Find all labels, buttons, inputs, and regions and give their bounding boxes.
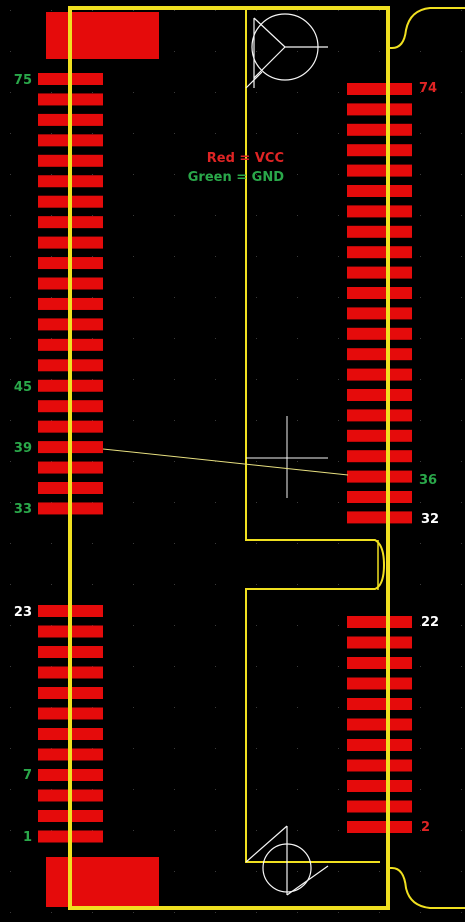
grid-dot	[174, 461, 175, 462]
grid-dot	[92, 256, 93, 257]
grid-dot	[338, 707, 339, 708]
grid-dot	[133, 707, 134, 708]
grid-dot	[461, 912, 462, 913]
grid-dot	[215, 625, 216, 626]
grid-dot	[133, 584, 134, 585]
grid-dot	[256, 379, 257, 380]
grid-dot	[215, 215, 216, 216]
grid-dot	[215, 338, 216, 339]
grid-dot	[51, 256, 52, 257]
grid-dot	[174, 256, 175, 257]
grid-dot	[461, 338, 462, 339]
grid-dot	[338, 748, 339, 749]
grid-dot	[338, 10, 339, 11]
grid-dot	[215, 543, 216, 544]
grid-dot	[215, 830, 216, 831]
grid-dot	[338, 297, 339, 298]
grid-dot	[379, 51, 380, 52]
grid-dot	[297, 789, 298, 790]
grid-dot	[297, 748, 298, 749]
grid-dot	[420, 51, 421, 52]
grid-dot	[461, 666, 462, 667]
grid-dot	[338, 338, 339, 339]
grid-dot	[297, 461, 298, 462]
grid-dot	[174, 10, 175, 11]
grid-dot	[338, 51, 339, 52]
grid-dot	[10, 666, 11, 667]
grid-dot	[133, 789, 134, 790]
grid-dot	[420, 912, 421, 913]
grid-dot	[256, 215, 257, 216]
pad	[347, 637, 412, 649]
grid-dot	[256, 10, 257, 11]
grid-dot	[10, 871, 11, 872]
grid-dot	[10, 461, 11, 462]
grid-dot	[461, 584, 462, 585]
grid-dot	[420, 789, 421, 790]
grid-dot	[420, 379, 421, 380]
grid-dot	[215, 666, 216, 667]
grid-dot	[256, 338, 257, 339]
grid-dot	[215, 92, 216, 93]
grid-dot	[174, 51, 175, 52]
grid-dot	[338, 625, 339, 626]
board-outline	[70, 8, 388, 908]
grid-dot	[256, 871, 257, 872]
grid-dot	[10, 256, 11, 257]
grid-dot	[297, 92, 298, 93]
grid-dot	[461, 92, 462, 93]
pin-label-32: 32	[421, 512, 440, 527]
grid-dot	[256, 461, 257, 462]
grid-dot	[174, 420, 175, 421]
grid-dot	[174, 789, 175, 790]
grid-dot	[420, 748, 421, 749]
pad	[347, 369, 412, 381]
grid-dot	[174, 215, 175, 216]
grid-dot	[133, 502, 134, 503]
grid-dot	[215, 51, 216, 52]
pad	[347, 616, 412, 628]
grid-dot	[256, 51, 257, 52]
grid-dot	[174, 871, 175, 872]
grid-dot	[256, 297, 257, 298]
pad	[347, 739, 412, 751]
grid-dot	[92, 92, 93, 93]
grid-dot	[297, 256, 298, 257]
pin-label-1: 1	[22, 830, 32, 845]
grid-dot	[461, 379, 462, 380]
grid-dot	[420, 502, 421, 503]
grid-dot	[297, 502, 298, 503]
grid-dot	[420, 543, 421, 544]
pad	[347, 246, 412, 258]
grid-dot	[133, 461, 134, 462]
pad	[347, 511, 412, 523]
grid-dot	[51, 912, 52, 913]
grid-dot	[174, 133, 175, 134]
grid-dot	[338, 912, 339, 913]
pin-label-39: 39	[13, 441, 32, 456]
grid-dot	[297, 338, 298, 339]
grid-dot	[133, 133, 134, 134]
grid-dot	[215, 707, 216, 708]
grid-dot	[338, 92, 339, 93]
grid-dot	[256, 789, 257, 790]
grid-dot	[256, 666, 257, 667]
pad	[347, 205, 412, 217]
grid-dot	[174, 748, 175, 749]
grid-dot	[133, 379, 134, 380]
grid-dot	[461, 707, 462, 708]
grid-dot	[256, 830, 257, 831]
pin-label-2: 2	[421, 820, 431, 835]
grid-dot	[92, 584, 93, 585]
pad	[347, 83, 412, 95]
grid-dot	[338, 871, 339, 872]
grid-dot	[256, 625, 257, 626]
grid-dot	[10, 338, 11, 339]
grid-dot	[379, 10, 380, 11]
grid-dot	[256, 256, 257, 257]
grid-dot	[461, 174, 462, 175]
grid-dot	[379, 912, 380, 913]
grid-dot	[133, 543, 134, 544]
grid-dot	[133, 174, 134, 175]
grid-dot	[215, 584, 216, 585]
edge-notch-top	[388, 8, 465, 48]
pad	[347, 267, 412, 279]
legend-gnd: Green = GND	[187, 170, 284, 185]
grid-dot	[420, 584, 421, 585]
grid-dot	[297, 912, 298, 913]
pad	[347, 491, 412, 503]
grid-dot	[461, 10, 462, 11]
ratsnest-line	[103, 449, 348, 475]
pin-label-33: 33	[13, 502, 32, 517]
grid-dot	[420, 338, 421, 339]
grid-dot	[133, 748, 134, 749]
grid-dot	[297, 174, 298, 175]
grid-dot	[215, 871, 216, 872]
grid-dot	[461, 502, 462, 503]
grid-dot	[420, 133, 421, 134]
grid-dot	[174, 666, 175, 667]
grid-dot	[461, 133, 462, 134]
grid-dot	[297, 215, 298, 216]
pin-label-45: 45	[13, 380, 32, 395]
grid-dot	[256, 584, 257, 585]
grid-dot	[338, 502, 339, 503]
grid-dot	[174, 707, 175, 708]
grid-dot	[133, 666, 134, 667]
grid-dot	[256, 707, 257, 708]
grid-dot	[297, 379, 298, 380]
grid-dot	[92, 215, 93, 216]
grid-dot	[10, 92, 11, 93]
grid-dot	[10, 789, 11, 790]
grid-dot	[51, 133, 52, 134]
pad	[347, 328, 412, 340]
grid-dot	[10, 133, 11, 134]
grid-dot	[461, 215, 462, 216]
grid-dot	[215, 912, 216, 913]
grid-dot	[215, 256, 216, 257]
grid-dot	[10, 215, 11, 216]
grid-dot	[256, 92, 257, 93]
grid-dot	[461, 51, 462, 52]
grid-dot	[461, 420, 462, 421]
grid-dot	[297, 666, 298, 667]
grid-dot	[461, 748, 462, 749]
grid-dot	[133, 625, 134, 626]
grid-dot	[215, 502, 216, 503]
grid-dot	[420, 871, 421, 872]
grid-dot	[92, 174, 93, 175]
grid-dot	[10, 420, 11, 421]
pad	[347, 801, 412, 813]
grid-dot	[174, 92, 175, 93]
grid-dot	[256, 133, 257, 134]
grid-dot	[338, 789, 339, 790]
mounting-pad-bottom	[46, 857, 159, 907]
pad	[347, 430, 412, 442]
grid-dot	[461, 871, 462, 872]
pad	[347, 760, 412, 772]
pad	[347, 471, 412, 483]
grid-dot	[133, 912, 134, 913]
grid-dot	[420, 297, 421, 298]
pad	[347, 103, 412, 115]
pad	[347, 719, 412, 731]
grid-dot	[420, 174, 421, 175]
grid-dot	[420, 215, 421, 216]
grid-dot	[92, 912, 93, 913]
grid-dot	[133, 830, 134, 831]
grid-dot	[297, 584, 298, 585]
grid-dot	[10, 625, 11, 626]
grid-dot	[133, 420, 134, 421]
pad-column-right	[347, 83, 412, 833]
grid-dot	[297, 625, 298, 626]
grid-dot	[338, 666, 339, 667]
mounting-pad-top	[46, 12, 159, 59]
grid-dot	[51, 10, 52, 11]
grid-dot	[174, 584, 175, 585]
grid-dot	[133, 215, 134, 216]
mount-hole-top	[246, 14, 328, 88]
grid-dot	[420, 420, 421, 421]
grid-dot	[10, 543, 11, 544]
grid-dot	[338, 174, 339, 175]
grid-dot	[338, 461, 339, 462]
grid-dot	[51, 215, 52, 216]
grid-dot	[10, 584, 11, 585]
grid-dot	[215, 379, 216, 380]
pad	[347, 348, 412, 360]
grid-dot	[338, 420, 339, 421]
grid-dot	[133, 92, 134, 93]
grid-dot	[338, 215, 339, 216]
pin-label-7: 7	[22, 768, 32, 783]
grid-dot	[461, 461, 462, 462]
grid-dot	[174, 912, 175, 913]
grid-dot	[51, 174, 52, 175]
grid-dot	[256, 748, 257, 749]
center-crosshair	[246, 416, 328, 498]
grid-dot	[338, 133, 339, 134]
grid-dot	[297, 830, 298, 831]
grid-dot	[174, 297, 175, 298]
grid-dot	[338, 584, 339, 585]
grid-dot	[420, 461, 421, 462]
grid-dot	[338, 543, 339, 544]
grid-dot	[338, 256, 339, 257]
grid-dot	[461, 789, 462, 790]
grid-dot	[10, 51, 11, 52]
grid-dot	[461, 256, 462, 257]
grid-dot	[215, 748, 216, 749]
grid-dot	[297, 51, 298, 52]
pin-label-23: 23	[13, 605, 32, 620]
grid-dot	[297, 543, 298, 544]
pad	[347, 450, 412, 462]
pad	[347, 389, 412, 401]
grid-dot	[215, 133, 216, 134]
edge-notch-bottom	[388, 868, 465, 908]
grid-dot	[51, 584, 52, 585]
grid-dot	[174, 830, 175, 831]
pin-label-74: 74	[419, 81, 438, 96]
pad	[347, 124, 412, 136]
pin-label-22: 22	[421, 615, 440, 630]
grid-dot	[133, 10, 134, 11]
pad	[347, 287, 412, 299]
grid-dot	[461, 543, 462, 544]
grid-dot	[420, 666, 421, 667]
grid-dot	[174, 379, 175, 380]
grid-dot	[51, 543, 52, 544]
grid-dot	[256, 912, 257, 913]
grid-dot	[174, 543, 175, 544]
pin-label-36: 36	[419, 473, 438, 488]
grid-dot	[461, 297, 462, 298]
grid-dot	[133, 297, 134, 298]
pad	[347, 821, 412, 833]
grid-dot	[51, 92, 52, 93]
grid-dot	[215, 420, 216, 421]
pad	[347, 678, 412, 690]
pad	[347, 185, 412, 197]
grid-dot	[92, 297, 93, 298]
grid-dot	[256, 502, 257, 503]
grid-dot	[10, 174, 11, 175]
grid-dot	[461, 625, 462, 626]
pin-label-75: 75	[13, 73, 32, 88]
grid-dot	[10, 748, 11, 749]
grid-dot	[297, 133, 298, 134]
grid-dot	[174, 338, 175, 339]
grid-dot	[133, 256, 134, 257]
pad	[347, 780, 412, 792]
grid-dot	[174, 625, 175, 626]
grid-dot	[215, 297, 216, 298]
pad	[347, 657, 412, 669]
pad	[347, 409, 412, 421]
pad	[347, 698, 412, 710]
grid-dot	[174, 502, 175, 503]
pad	[347, 144, 412, 156]
grid-dot	[256, 543, 257, 544]
grid-dot	[420, 707, 421, 708]
grid-dot	[10, 297, 11, 298]
grid-dot	[10, 707, 11, 708]
grid-dot	[297, 297, 298, 298]
grid-dot	[215, 10, 216, 11]
grid-dot	[297, 420, 298, 421]
grid-dot	[338, 830, 339, 831]
grid-dot	[461, 830, 462, 831]
grid-dot	[133, 338, 134, 339]
grid-dot	[297, 10, 298, 11]
pad	[347, 165, 412, 177]
grid-dot	[10, 10, 11, 11]
grid-dot	[256, 420, 257, 421]
grid-dot	[379, 871, 380, 872]
grid-dot	[297, 871, 298, 872]
grid-dot	[215, 789, 216, 790]
grid-dot	[297, 707, 298, 708]
grid-dot	[420, 256, 421, 257]
grid-dot	[92, 133, 93, 134]
grid-dot	[10, 912, 11, 913]
grid-dot	[92, 543, 93, 544]
mount-hole-bottom	[246, 826, 328, 895]
legend-vcc: Red = VCC	[206, 151, 284, 166]
grid-dot	[51, 297, 52, 298]
pad	[347, 307, 412, 319]
grid-dot	[92, 10, 93, 11]
pad	[347, 226, 412, 238]
grid-dot	[338, 379, 339, 380]
